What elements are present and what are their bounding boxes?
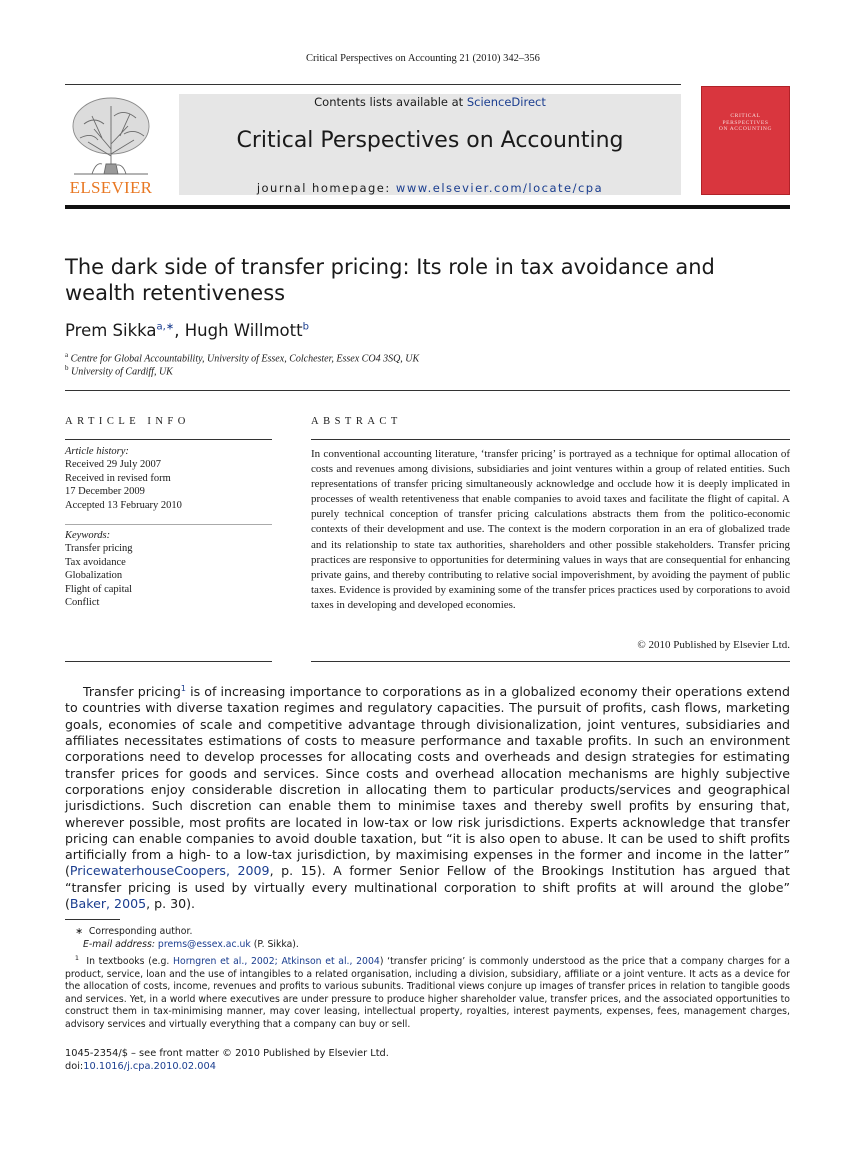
citation-baker[interactable]: Baker, 2005	[69, 896, 147, 912]
top-rule	[65, 84, 681, 85]
footnote-1-mark	[65, 952, 79, 969]
keywords-rule	[65, 524, 272, 525]
email-link[interactable]: prems@essex.ac.uk	[157, 939, 251, 950]
contents-availability	[179, 95, 681, 109]
author-1: Prem Sikka	[65, 321, 157, 340]
running-citation: Critical Perspectives on Accounting 21 (2010) 342–356	[306, 53, 540, 64]
history-label: Article history:	[65, 446, 129, 457]
abstract-bottom-rule	[311, 661, 790, 662]
footnote-1-number: 1	[74, 954, 79, 962]
doi-line	[65, 1061, 216, 1072]
journal-cover-text	[701, 113, 790, 133]
header-thick-rule	[65, 205, 790, 209]
revised-line-2: 17 December 2009	[65, 486, 145, 498]
fn1-start: In textbooks (e.g.	[86, 956, 174, 968]
journal-title: Critical Perspectives on Accounting	[236, 128, 624, 153]
article-info-rule	[65, 439, 272, 440]
affil-b-mark: b	[65, 364, 69, 372]
affil-b-text: University of Cardiff, UK	[71, 366, 173, 378]
doi-link[interactable]: 10.1016/j.cpa.2010.02.004	[83, 1061, 216, 1072]
cover-line-3: ON ACCOUNTING	[718, 126, 773, 132]
author-2-affil-mark[interactable]: b	[302, 321, 309, 333]
keyword-item: Flight of capital	[65, 583, 133, 595]
keyword-item: Transfer pricing	[65, 543, 133, 555]
article-info-heading: ARTICLE INFO	[65, 416, 190, 427]
article-history	[65, 445, 272, 512]
keyword-item: Globalization	[65, 570, 123, 582]
author-list	[65, 321, 309, 340]
author-2: Hugh Willmott	[184, 321, 303, 340]
affil-a-text: Centre for Global Accountability, University of Essex, Colchester, Essex CO4 3SQ, UK	[70, 353, 420, 365]
accepted-date: Accepted 13 February 2010	[65, 499, 182, 511]
received-date: Received 29 July 2007	[65, 459, 161, 471]
footnote-1-ref[interactable]: 1	[180, 684, 186, 693]
author-separator: ,	[174, 321, 185, 340]
footnote-email	[83, 939, 790, 952]
abstract-text: In conventional accounting literature, ‘transfer pricing’ is portrayed as a technique for optimal allocation of costs and revenues among divisions, subsidiaries and joint ventures within a group of related entities. Such representations of transfer pricing simultaneously acknowledge and occlude how it is deeply implicated in processes of wealth retentiveness that enable companies to avoid taxes and facilitate the flight of capital. A purely technical conception of transfer pricing calculations abstracts them from the politico-economic contexts of their development and use. The context is the modern corporation in an era of globalized trade and its relationship to state tax authorities, shareholders and other possible stakeholders. Transfer pricing practices are responsive to opportunities for determining values in ways that are consequential for enhancing private gains, and thereby contributing to relative social impoverishment, by avoiding the payment of public taxes. Evidence is provided by examining some of the transfer prices practices used by corporations to avoid taxes in developing and developed economies.	[311, 448, 790, 611]
issn-line: 1045-2354/$ – see front matter © 2010 Published by Elsevier Ltd.	[65, 1048, 389, 1059]
doi-label: doi:	[65, 1061, 84, 1072]
email-label: E-mail address:	[83, 939, 158, 950]
corresponding-text: Corresponding author.	[88, 926, 193, 937]
body-p1-end: , p. 30).	[146, 896, 196, 912]
footnote-rule	[65, 919, 120, 920]
abstract-copyright: © 2010 Published by Elsevier Ltd.	[637, 639, 790, 651]
keyword-item: Tax avoidance	[65, 556, 126, 568]
email-suffix: (P. Sikka).	[250, 939, 299, 950]
abstract-heading: ABSTRACT	[311, 416, 402, 427]
keywords-label: Keywords:	[65, 530, 111, 541]
body-p1-mid: is of increasing importance to corporations as in a globalized economy their operations extend to countries with diverse taxation regimes and regulatory capacities. The pursuit of profits, cash flows, marketing goals, economies of scale and competitive advantage through divisionalization, joint ventures, subsidiaries and affiliates necessitates estimations of costs to measure performance and taxable profits. In such an environment corporations need to develop processes for allocating costs and overheads and design strategies for estimating transfer prices for goods and services. Since costs and overhead allocation mechanisms are highly subjective corporations enjoy considerable discretion in allocating them to particular products/services and geographical jurisdictions. Such discretion can enable them to minimise taxes and thereby swell profits by ensuring that, wherever possible, most profits are located in low-tax or low risk jurisdictions. Experts acknowledge that transfer pricing can enable companies to avoid double taxation, but “it is also open to abuse. It can be used to shift profits artificially from a high- to a low-tax jurisdiction, by maximising expenses in the former and income in the latter” (	[65, 684, 790, 879]
body-paragraph	[65, 681, 790, 912]
footnote-star: ∗	[75, 926, 83, 937]
fn1-citation[interactable]: Horngren et al., 2002; Atkinson et al., 2004	[173, 956, 380, 968]
sciencedirect-link[interactable]: ScienceDirect	[466, 95, 546, 109]
article-title: The dark side of transfer pricing: Its role in tax avoidance and wealth retentiveness	[65, 255, 715, 305]
cover-line-2: PERSPECTIVES	[722, 119, 769, 126]
keyword-item: Conflict	[65, 597, 100, 609]
affiliation-b	[65, 364, 173, 377]
article-info-bottom-rule	[65, 661, 272, 662]
elsevier-wordmark: ELSEVIER	[69, 178, 153, 197]
affiliation-a	[65, 351, 419, 364]
footnote-1	[65, 952, 790, 1032]
cover-line-1: CRITICAL	[730, 113, 761, 119]
affil-a-mark: a	[65, 351, 69, 359]
revised-line-1: Received in revised form	[65, 472, 171, 484]
body-p1-after-cite: , p. 15). A former Senior Fellow of the Brookings Institution has argued that “transfer pricing is used by virtually every multinational corporation to shift profits at will around the globe” (	[65, 863, 790, 912]
body-text	[65, 681, 790, 912]
citation-pwc[interactable]: PricewaterhouseCoopers, 2009	[69, 863, 270, 879]
homepage-prefix: journal homepage:	[256, 181, 396, 195]
abstract-rule	[311, 439, 790, 440]
body-p1-start: Transfer pricing	[83, 684, 181, 700]
contents-prefix: Contents lists available at	[314, 95, 467, 109]
footnote-corresponding	[65, 926, 790, 939]
section-rule	[65, 390, 790, 391]
fn1-rest: ) ‘transfer pricing’ is commonly understood as the price that a company charges for a product, service, loan and the use of intangibles to a related organisation, including a division, subsidiary, affiliate or a joint venture. It acts as a device for the allocation of costs, income, revenues and profits to various subunits. Traditional views conjure up images of transfer prices in relation to tangible goods and services. Yet, in a world where executives are under pressure to produce higher shareholder value, transfer prices, and the associated opportunities to construct them in tax-minimising manner, may cover leasing, intellectual property, royalties, interest payments, expenses, fees, management charges, advisory services and virtually everything that a company can buy or sell.	[65, 956, 790, 1031]
journal-homepage	[179, 181, 681, 195]
journal-cover-image	[701, 86, 790, 195]
keywords-block	[65, 529, 272, 609]
author-1-affil-mark[interactable]: a,∗	[156, 321, 175, 333]
homepage-link[interactable]: www.elsevier.com/locate/cpa	[395, 181, 604, 195]
